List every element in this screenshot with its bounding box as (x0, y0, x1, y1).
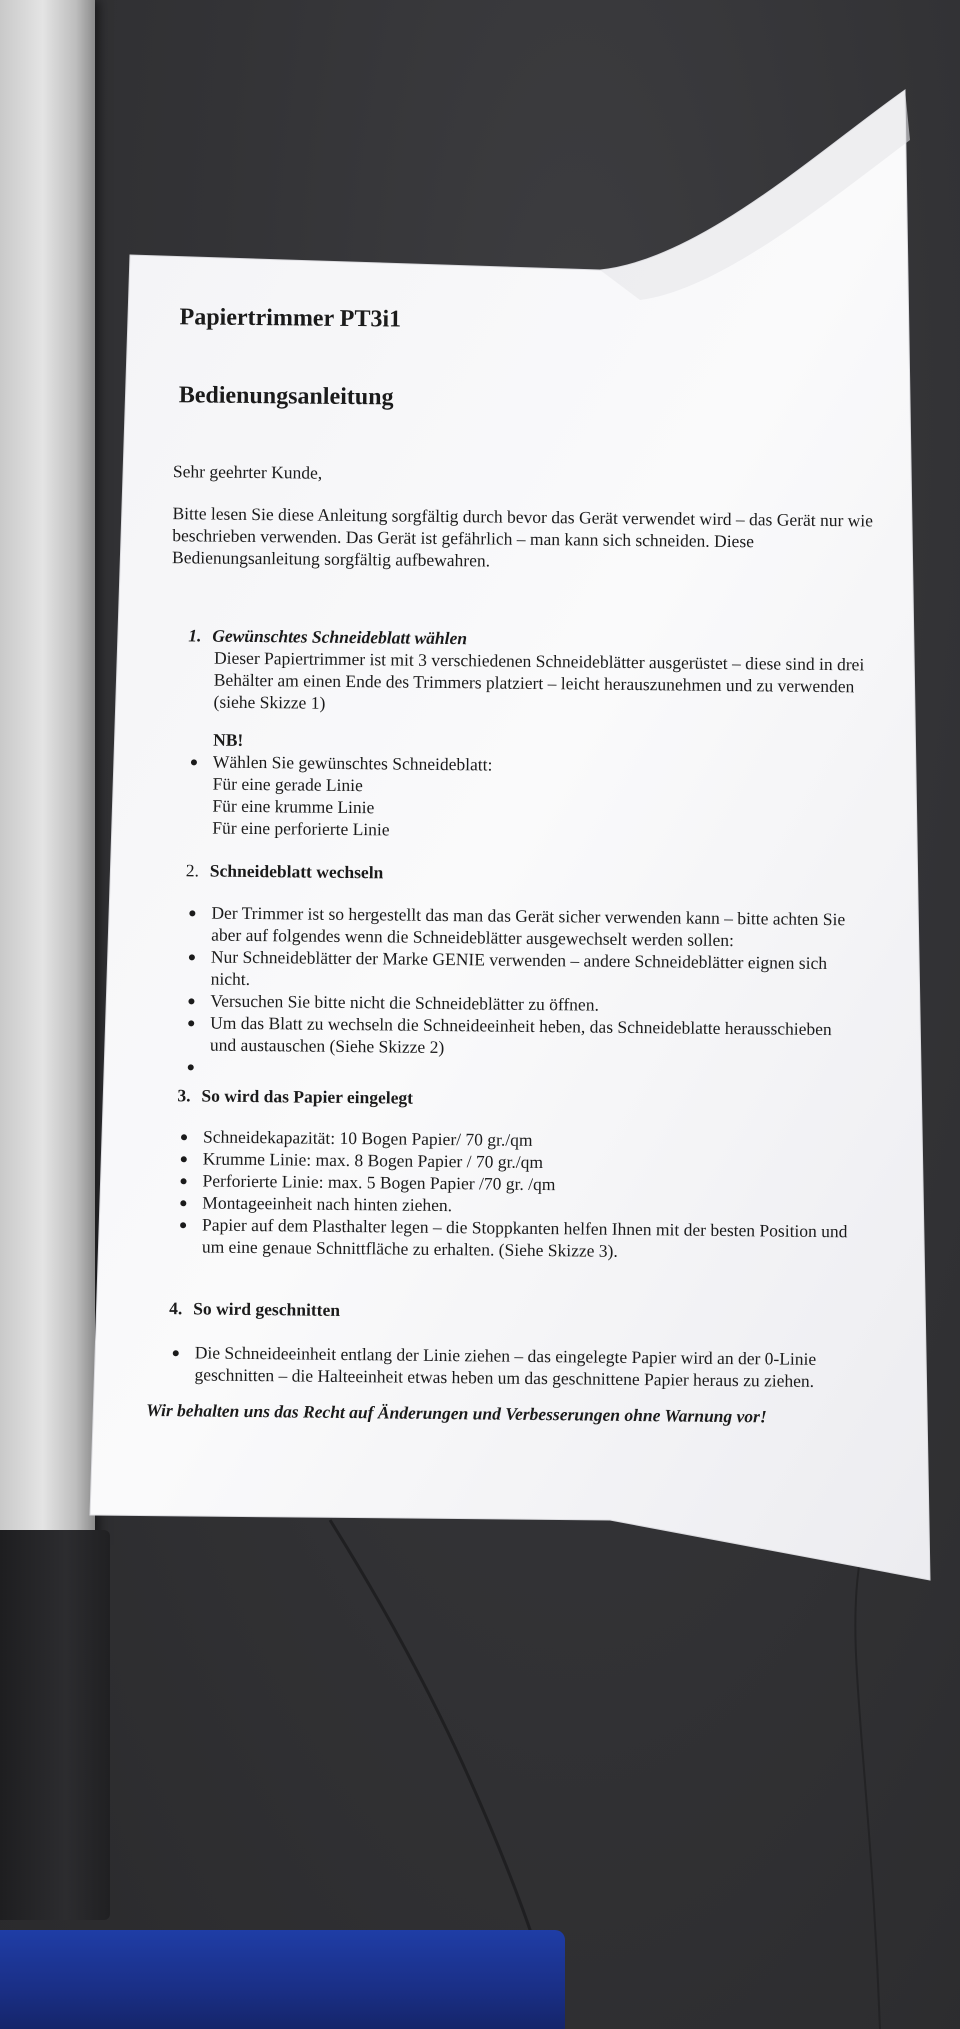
section-3-line: Schneidekapazität: 10 Bogen Papier/ 70 gr./qm (202, 1126, 533, 1150)
section-4-heading (169, 1298, 340, 1321)
bullet (188, 998, 194, 1004)
bullet (173, 1350, 179, 1356)
intro-line: beschrieben verwenden. Das Gerät ist gefährlich – man kann sich schneiden. Diese (172, 525, 755, 552)
blade-option: Für eine krumme Linie (212, 795, 375, 818)
bullet (181, 1156, 187, 1162)
section-1-line: Behälter am einen Ende des Trimmers platziert – leicht herauszunehmen und zu verwenden (213, 669, 855, 697)
section-3-line: Montageeinheit nach hinten ziehen. (202, 1192, 453, 1216)
section-title: So wird das Papier eingelegt (201, 1085, 414, 1108)
section-3-heading (177, 1085, 413, 1108)
section-3-line: Papier auf dem Plasthalter legen – die Stoppkanten helfen Ihnen mit der besten Position und (202, 1214, 848, 1242)
section-2-heading (186, 860, 384, 883)
bullet (191, 759, 197, 765)
bullet (189, 954, 195, 960)
bullet (181, 1178, 187, 1184)
section-4-line: Die Schneideeinheit entlang der Linie ziehen – das eingelegte Papier wird an der 0-Linie (194, 1342, 817, 1369)
section-title: Schneideblatt wechseln (209, 860, 384, 883)
section-2-line: Um das Blatt zu wechseln die Schneideeinheit heben, das Schneideblatte herausschieben (210, 1012, 832, 1040)
section-1-bullet: Wählen Sie gewünschtes Schneideblatt: (212, 751, 493, 775)
section-2-line: nicht. (210, 968, 251, 989)
section-4-line: geschnitten – die Halteeinheit etwas heben um das geschnittene Papier heraus zu ziehen. (194, 1364, 815, 1391)
blue-object (0, 1930, 565, 2029)
section-3-line: Krumme Linie: max. 8 Bogen Papier / 70 gr./qm (202, 1148, 544, 1173)
bullet (180, 1222, 186, 1228)
section-2-line: Der Trimmer ist so hergestellt das man das Gerät sicher verwenden kann – bitte achten Sie (211, 902, 846, 930)
document-title: Papiertrimmer PT3i1 (179, 304, 402, 333)
section-1-heading (188, 625, 467, 649)
section-number: 4. (169, 1298, 183, 1319)
footer-note: Wir behalten uns das Recht auf Änderungen und Verbesserungen ohne Warnung vor! (146, 1399, 767, 1427)
blade-option: Für eine perforierte Linie (212, 817, 390, 840)
section-1-line: Dieser Papiertrimmer ist mit 3 verschiedenen Schneideblätter ausgerüstet – diese sind in drei (213, 647, 865, 675)
section-2-line: Versuchen Sie bitte nicht die Schneideblätter zu öffnen. (210, 990, 599, 1015)
bullet (188, 1020, 194, 1026)
section-2-line: aber auf folgendes wenn die Schneideblätter ausgewechselt werden sollen: (211, 924, 735, 951)
section-number: 1. (188, 625, 202, 646)
section-2-line: Nur Schneideblätter der Marke GENIE verwenden – andere Schneideblätter eignen sich (210, 946, 828, 974)
document-subtitle: Bedienungsanleitung (178, 382, 394, 411)
bullet (180, 1200, 186, 1206)
intro-line: Bitte lesen Sie diese Anleitung sorgfältig durch bevor das Gerät verwendet wird – das Gerät nur wie (172, 503, 874, 531)
blade-option: Für eine gerade Linie (212, 773, 363, 796)
section-title: So wird geschnitten (193, 1298, 341, 1320)
intro-line: Bedienungsanleitung sorgfältig aufbewahren. (171, 547, 491, 571)
section-number: 2. (185, 860, 200, 881)
section-3-line: Perforierte Linie: max. 5 Bogen Papier /70 gr. /qm (202, 1170, 556, 1195)
bullet (189, 910, 195, 916)
section-1-line: (siehe Skizze 1) (213, 691, 326, 713)
section-3-line: um eine genaue Schnittfläche zu erhalten. (Siehe Skizze 3). (201, 1236, 618, 1261)
salutation: Sehr geehrter Kunde, (172, 461, 323, 483)
section-title: Gewünschtes Schneideblatt wählen (212, 625, 468, 649)
nb-label: NB! (213, 729, 244, 750)
bullet (181, 1134, 187, 1140)
section-number: 3. (177, 1085, 191, 1106)
bullet (188, 1064, 194, 1070)
section-2-line: und austauschen (Siehe Skizze 2) (209, 1034, 445, 1058)
